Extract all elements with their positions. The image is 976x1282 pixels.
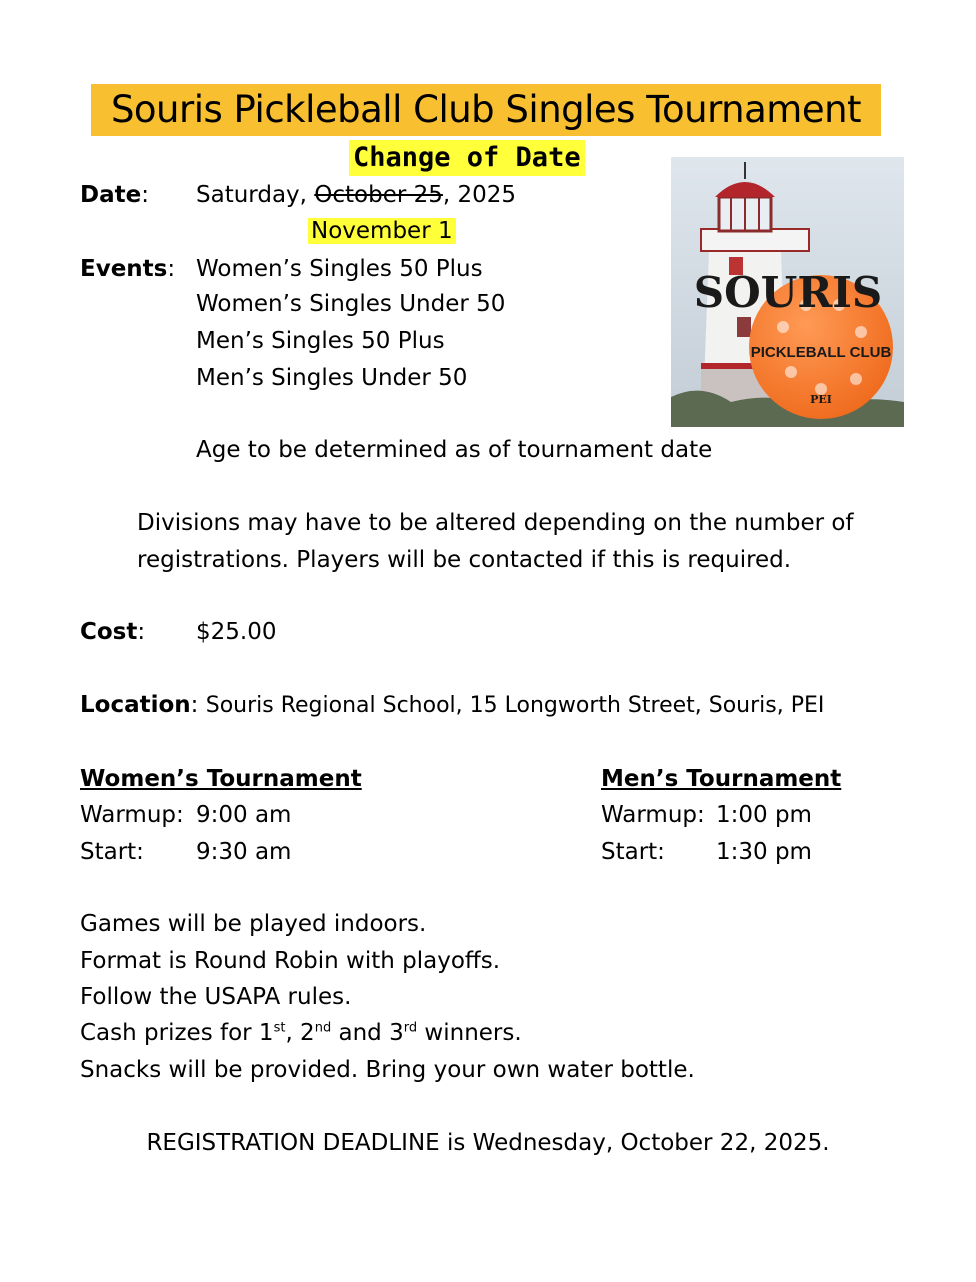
date-value: [196, 180, 516, 210]
event-item: Women’s Singles Under 50: [196, 291, 506, 317]
ordinal-suffix: nd: [314, 1020, 332, 1036]
event-item: Women’s Singles 50 Plus: [196, 256, 483, 282]
note-rules: Follow the USAPA rules.: [80, 984, 352, 1010]
cost-label: Cost: [80, 619, 138, 645]
club-logo: [671, 157, 904, 427]
divisions-note-line2: registrations. Players will be contacted if this is required.: [137, 547, 792, 573]
note-snacks: Snacks will be provided. Bring your own water bottle.: [80, 1057, 695, 1083]
note-prizes: [80, 1018, 522, 1048]
mens-start-time: 1:30 pm: [716, 839, 812, 865]
page-title: Souris Pickleball Club Singles Tournament: [91, 84, 881, 136]
lighthouse-logo-image: [671, 157, 904, 427]
date-row: Date:: [80, 182, 149, 208]
mens-tournament-heading: Men’s Tournament: [601, 766, 842, 792]
womens-warmup-time: 9:00 am: [196, 802, 292, 828]
event-item: Men’s Singles 50 Plus: [196, 328, 445, 354]
logo-region: PEI: [810, 393, 832, 406]
divisions-note-line1: Divisions may have to be altered depending on the number of: [137, 510, 854, 536]
womens-start-label: Start:: [80, 839, 144, 865]
cost-row: Cost:: [80, 619, 146, 645]
prizes-text: Cash prizes for 1: [80, 1020, 274, 1046]
event-item: Men’s Singles Under 50: [196, 365, 468, 391]
age-note: Age to be determined as of tournament date: [196, 437, 713, 463]
note-format: Format is Round Robin with playoffs.: [80, 948, 501, 974]
prizes-text: and 3: [331, 1020, 404, 1046]
cost-value: $25.00: [196, 619, 277, 645]
ordinal-suffix: st: [273, 1020, 286, 1036]
mens-start-label: Start:: [601, 839, 665, 865]
mens-warmup-time: 1:00 pm: [716, 802, 812, 828]
womens-warmup-label: Warmup:: [80, 802, 184, 828]
logo-subtitle: PICKLEBALL CLUB: [750, 344, 892, 361]
location-value: Souris Regional School, 15 Longworth Street, Souris, PEI: [205, 693, 825, 718]
womens-tournament-heading: Women’s Tournament: [80, 766, 362, 792]
date-year: , 2025: [442, 182, 517, 208]
events-label: Events: [80, 256, 168, 282]
date-label: Date: [80, 182, 142, 208]
old-date: October 25: [314, 182, 443, 208]
change-of-date-notice: Change of Date: [349, 140, 585, 176]
mens-warmup-label: Warmup:: [601, 802, 705, 828]
registration-deadline: REGISTRATION DEADLINE is Wednesday, October 22, 2025.: [146, 1130, 830, 1156]
new-date: November 1: [308, 218, 456, 244]
date-prefix: Saturday,: [196, 182, 315, 208]
logo-name: SOURIS: [693, 268, 883, 317]
location-label: Location: [80, 692, 191, 718]
womens-start-time: 9:30 am: [196, 839, 292, 865]
ordinal-suffix: rd: [403, 1020, 418, 1036]
location-row: Location: Souris Regional School, 15 Longworth Street, Souris, PEI: [80, 692, 825, 718]
note-indoors: Games will be played indoors.: [80, 911, 427, 937]
prizes-text: , 2: [285, 1020, 315, 1046]
events-row: Events:: [80, 256, 176, 282]
prizes-text: winners.: [417, 1020, 522, 1046]
